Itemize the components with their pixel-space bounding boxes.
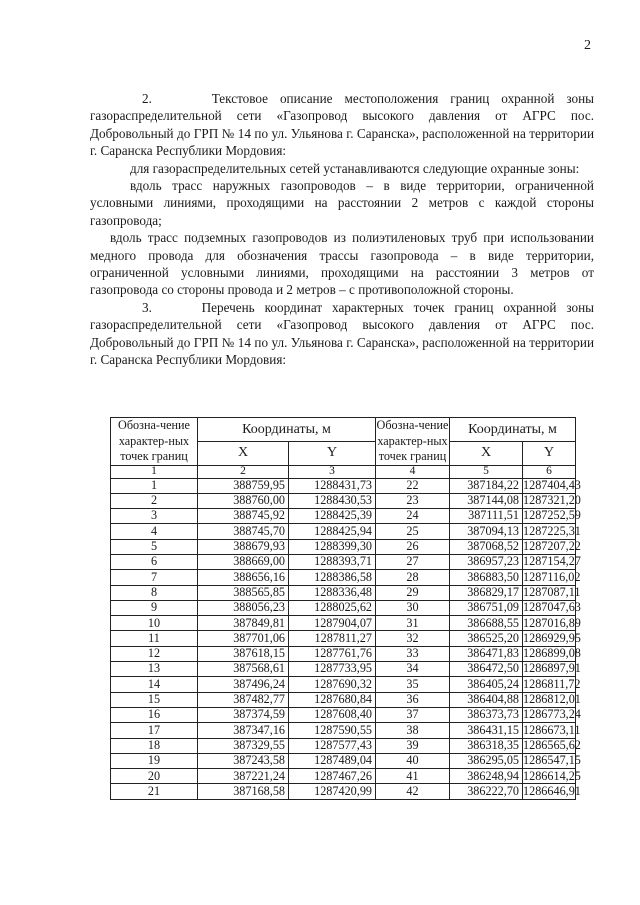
coord-x: 388760,00 bbox=[198, 493, 289, 508]
document-body bbox=[90, 90, 594, 369]
column-number: 4 bbox=[376, 465, 450, 478]
coord-x: 386471,83 bbox=[450, 646, 523, 661]
table-row bbox=[111, 631, 576, 646]
coord-x: 387111,51 bbox=[450, 509, 523, 524]
coord-y: 1288425,94 bbox=[289, 524, 376, 539]
point-number: 29 bbox=[376, 585, 450, 600]
point-number: 13 bbox=[111, 662, 198, 677]
coord-x: 388679,93 bbox=[198, 539, 289, 554]
header-y-2: Y bbox=[523, 441, 576, 465]
coord-y: 1286646,91 bbox=[523, 783, 581, 798]
coord-x: 387168,58 bbox=[198, 784, 289, 799]
table-row bbox=[111, 493, 576, 508]
point-number: 15 bbox=[111, 692, 198, 707]
coord-y: 1287680,84 bbox=[289, 692, 376, 707]
column-number: 2 bbox=[198, 465, 289, 478]
coord-y: 1286899,08 bbox=[523, 646, 581, 661]
column-number: 3 bbox=[289, 465, 376, 478]
table-row bbox=[111, 707, 576, 722]
point-number: 7 bbox=[111, 570, 198, 585]
coord-y: 1287733,95 bbox=[289, 662, 376, 677]
paragraph-section-2: 2. Текстовое описание местоположения границ охранной зоны газораспределительной сети «Газопровод высокого давления от АГРС пос. Добровольный до ГРП № 14 по ул. Ульянова г. Саранска», расположенной на территории г. Саранска Республики Мордовия: bbox=[90, 91, 594, 159]
coord-x: 386883,50 bbox=[450, 570, 523, 585]
table-row bbox=[111, 478, 576, 493]
point-number: 12 bbox=[111, 646, 198, 661]
coord-x: 387374,59 bbox=[198, 707, 289, 722]
coord-x: 386404,88 bbox=[450, 692, 523, 707]
coord-y: 1288393,71 bbox=[289, 554, 376, 569]
coord-y: 1286547,15 bbox=[523, 753, 581, 768]
coord-x: 388759,95 bbox=[198, 478, 289, 493]
coord-y: 1287252,59 bbox=[523, 508, 581, 523]
coord-y: 1287904,07 bbox=[289, 616, 376, 631]
coord-y: 1287154,27 bbox=[523, 554, 581, 569]
coord-y: 1288431,73 bbox=[289, 478, 376, 493]
point-number: 8 bbox=[111, 585, 198, 600]
table-row bbox=[111, 616, 576, 631]
coord-y: 1287225,31 bbox=[523, 523, 581, 538]
header-y: Y bbox=[289, 441, 376, 465]
coord-x: 386688,55 bbox=[450, 616, 523, 631]
coord-x: 387496,24 bbox=[198, 677, 289, 692]
coord-x: 386525,20 bbox=[450, 631, 523, 646]
coord-y: 1287321,20 bbox=[523, 493, 581, 508]
coord-x: 387568,61 bbox=[198, 662, 289, 677]
point-number: 11 bbox=[111, 631, 198, 646]
header-point-designation: Обозна-чение характер-ных точек границ bbox=[111, 418, 198, 466]
point-number: 9 bbox=[111, 600, 198, 615]
point-number: 25 bbox=[376, 524, 450, 539]
table-row bbox=[111, 769, 576, 784]
point-number: 27 bbox=[376, 554, 450, 569]
point-number: 39 bbox=[376, 738, 450, 753]
point-number: 37 bbox=[376, 707, 450, 722]
coord-x: 388745,70 bbox=[198, 524, 289, 539]
coord-y: 1287404,43 bbox=[523, 477, 581, 492]
point-number: 22 bbox=[376, 478, 450, 493]
coord-y: 1286565,62 bbox=[523, 737, 581, 752]
table-header-row bbox=[111, 418, 576, 442]
column-number: 6 bbox=[523, 465, 576, 478]
point-number: 5 bbox=[111, 539, 198, 554]
coord-y: 1287207,22 bbox=[523, 539, 581, 554]
point-number: 4 bbox=[111, 524, 198, 539]
coord-x: 387849,81 bbox=[198, 616, 289, 631]
coord-y: 1287116,02 bbox=[523, 569, 581, 584]
coord-y: 1287690,32 bbox=[289, 677, 376, 692]
coord-x: 386248,94 bbox=[450, 769, 523, 784]
point-number: 40 bbox=[376, 753, 450, 768]
table-row bbox=[111, 662, 576, 677]
table-row bbox=[111, 570, 576, 585]
coord-y: 1288425,39 bbox=[289, 509, 376, 524]
coord-x: 387618,15 bbox=[198, 646, 289, 661]
column-number: 1 bbox=[111, 465, 198, 478]
table-row bbox=[111, 539, 576, 554]
coord-x: 386957,23 bbox=[450, 554, 523, 569]
point-number: 34 bbox=[376, 662, 450, 677]
coord-y: 1287420,99 bbox=[289, 784, 376, 799]
table-row bbox=[111, 585, 576, 600]
coord-y: 1288336,48 bbox=[289, 585, 376, 600]
table-row bbox=[111, 646, 576, 661]
coord-y: 1288025,62 bbox=[289, 600, 376, 615]
table-row bbox=[111, 784, 576, 799]
point-number: 31 bbox=[376, 616, 450, 631]
column-number: 5 bbox=[450, 465, 523, 478]
coord-x: 386431,15 bbox=[450, 723, 523, 738]
coord-y: 1286812,01 bbox=[523, 692, 581, 707]
point-number: 10 bbox=[111, 616, 198, 631]
paragraph-underground-pipelines: вдоль трасс подземных газопроводов из полиэтиленовых труб при использовании медного провода для обозначения трассы газопровода – в виде территории, ограниченной условными линиями, проходящими на расстоянии 3 метров от газопровода со стороны провода и 2 метров – с противоположной стороны. bbox=[90, 230, 594, 298]
coord-x: 386373,73 bbox=[450, 707, 523, 722]
header-point-designation-2: Обозна-чение характер-ных точек границ bbox=[376, 418, 449, 463]
point-number: 6 bbox=[111, 554, 198, 569]
coord-x: 388656,16 bbox=[198, 570, 289, 585]
coord-x: 388565,85 bbox=[198, 585, 289, 600]
coord-x: 387347,16 bbox=[198, 723, 289, 738]
point-number: 42 bbox=[376, 784, 450, 799]
coord-x: 387221,24 bbox=[198, 769, 289, 784]
point-number: 41 bbox=[376, 769, 450, 784]
coord-x: 387329,55 bbox=[198, 738, 289, 753]
coord-x: 387068,52 bbox=[450, 539, 523, 554]
coord-y: 1286614,25 bbox=[523, 768, 581, 783]
coord-x: 386318,35 bbox=[450, 738, 523, 753]
point-number: 3 bbox=[111, 509, 198, 524]
table-row bbox=[111, 738, 576, 753]
table-row bbox=[111, 753, 576, 768]
coord-y: 1287016,89 bbox=[523, 615, 581, 630]
point-number: 19 bbox=[111, 753, 198, 768]
coord-y: 1287811,27 bbox=[289, 631, 376, 646]
coord-x: 386405,24 bbox=[450, 677, 523, 692]
point-number: 32 bbox=[376, 631, 450, 646]
table-row bbox=[111, 554, 576, 569]
header-coordinates-2: Координаты, м bbox=[450, 418, 576, 442]
coord-y: 1287087,11 bbox=[523, 584, 581, 599]
point-number: 18 bbox=[111, 738, 198, 753]
point-number: 2 bbox=[111, 493, 198, 508]
coord-y: 1287761,76 bbox=[289, 646, 376, 661]
coord-y: 1286897,91 bbox=[523, 661, 581, 676]
point-number: 20 bbox=[111, 769, 198, 784]
coord-y: 1288430,53 bbox=[289, 493, 376, 508]
header-coordinates: Координаты, м bbox=[198, 418, 376, 442]
coordinates-table bbox=[110, 417, 581, 800]
coord-x: 388669,00 bbox=[198, 554, 289, 569]
point-number: 36 bbox=[376, 692, 450, 707]
point-number: 24 bbox=[376, 509, 450, 524]
coord-y: 1288399,30 bbox=[289, 539, 376, 554]
coord-y: 1287047,63 bbox=[523, 600, 581, 615]
point-number: 16 bbox=[111, 707, 198, 722]
paragraph-section-3: 3. Перечень координат характерных точек границ охранной зоны газораспределительной сети «Газопровод высокого давления от АГРС пос. Добровольный до ГРП № 14 по ул. Ульянова г. Саранска», расположенной на территории г. Саранска Республики Мордовия: bbox=[90, 299, 594, 368]
coord-x: 387094,13 bbox=[450, 524, 523, 539]
paragraph-zones-intro: для газораспределительных сетей устанавливаются следующие охранные зоны: bbox=[130, 160, 580, 176]
coord-x: 386222,70 bbox=[450, 784, 523, 799]
table-row bbox=[111, 509, 576, 524]
coord-x: 388056,23 bbox=[198, 600, 289, 615]
coordinates-table-body bbox=[111, 477, 581, 799]
point-number: 30 bbox=[376, 600, 450, 615]
coord-y: 1287489,04 bbox=[289, 753, 376, 768]
coord-y: 1287608,40 bbox=[289, 707, 376, 722]
point-number: 14 bbox=[111, 677, 198, 692]
coord-y: 1287577,43 bbox=[289, 738, 376, 753]
page-number: 2 bbox=[584, 38, 591, 53]
coord-x: 387243,58 bbox=[198, 753, 289, 768]
table-row bbox=[111, 692, 576, 707]
point-number: 1 bbox=[111, 478, 198, 493]
point-number: 38 bbox=[376, 723, 450, 738]
table-row bbox=[111, 600, 576, 615]
table-row bbox=[111, 723, 576, 738]
coord-x: 387184,22 bbox=[450, 478, 523, 493]
coord-y: 1286929,95 bbox=[523, 630, 581, 645]
table-row bbox=[111, 524, 576, 539]
coord-x: 386829,17 bbox=[450, 585, 523, 600]
point-number: 35 bbox=[376, 677, 450, 692]
point-number: 33 bbox=[376, 646, 450, 661]
column-numbers-row bbox=[111, 465, 576, 478]
coord-y: 1286773,24 bbox=[523, 707, 581, 722]
coord-x: 386295,05 bbox=[450, 753, 523, 768]
coord-y: 1286811,72 bbox=[523, 676, 581, 691]
coord-x: 387701,06 bbox=[198, 631, 289, 646]
point-number: 28 bbox=[376, 570, 450, 585]
coord-y: 1286673,11 bbox=[523, 722, 581, 737]
coord-x: 386751,09 bbox=[450, 600, 523, 615]
paragraph-external-pipelines: вдоль трасс наружных газопроводов – в виде территории, ограниченной условными линиями, проходящими на расстоянии 2 метров с каждой стороны газопровода; bbox=[90, 178, 594, 228]
coord-y: 1288386,58 bbox=[289, 570, 376, 585]
point-number: 21 bbox=[111, 784, 198, 799]
table-row bbox=[111, 677, 576, 692]
coord-x: 388745,92 bbox=[198, 509, 289, 524]
header-x-2: X bbox=[450, 441, 523, 465]
point-number: 26 bbox=[376, 539, 450, 554]
coord-x: 387144,08 bbox=[450, 493, 523, 508]
point-number: 23 bbox=[376, 493, 450, 508]
coord-y: 1287467,26 bbox=[289, 769, 376, 784]
point-number: 17 bbox=[111, 723, 198, 738]
coord-x: 386472,50 bbox=[450, 662, 523, 677]
coord-x: 387482,77 bbox=[198, 692, 289, 707]
header-x: X bbox=[198, 441, 289, 465]
coord-y: 1287590,55 bbox=[289, 723, 376, 738]
